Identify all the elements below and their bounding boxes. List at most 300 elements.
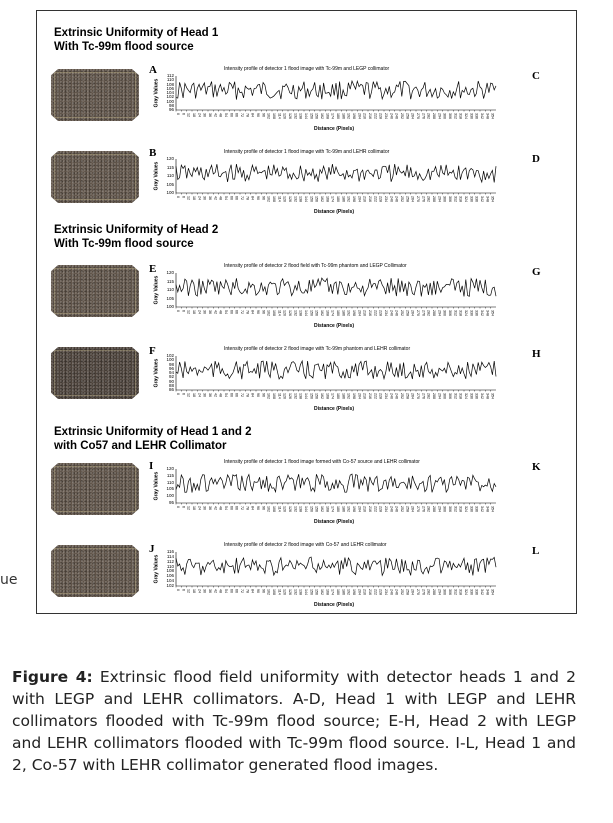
x-axis-label: Distance (Pixels) [314,323,355,329]
x-tick-label: 234 [384,196,388,202]
intensity-profile-line [176,361,496,379]
x-tick-label: 318 [458,196,463,202]
x-tick-label: 222 [373,113,378,119]
x-tick-label: 144 [304,506,308,512]
x-tick-label: 324 [464,310,468,316]
x-tick-label: 72 [240,196,244,200]
y-tick-label: 110 [166,287,174,292]
x-tick-label: 210 [362,506,367,512]
x-tick-label: 180 [336,506,340,512]
x-tick-label: 78 [245,393,250,397]
x-tick-label: 312 [453,113,458,119]
x-tick-label: 162 [320,393,324,399]
y-tick-label: 112 [166,558,174,564]
x-tick-label: 18 [192,589,196,593]
x-tick-label: 36 [208,113,212,117]
y-tick-label: 102 [166,94,174,100]
y-tick-label: 92 [168,374,174,380]
x-tick-label: 216 [368,310,372,316]
y-tick-label: 100 [166,304,174,309]
x-tick-label: 270 [416,506,420,512]
x-tick-label: 42 [213,506,218,510]
x-tick-label: 198 [352,196,356,202]
x-tick-label: 162 [320,506,324,512]
x-tick-label: 318 [458,310,463,316]
intensity-profile-plot-l [154,542,534,624]
y-tick-label: 110 [166,479,174,485]
x-tick-label: 252 [400,506,404,512]
x-tick-label: 288 [432,589,436,595]
x-tick-label: 114 [277,506,282,512]
x-tick-label: 264 [410,113,415,119]
axis-lines [176,469,496,503]
x-tick-label: 12 [186,589,191,593]
x-tick-label: 270 [416,393,420,399]
x-tick-label: 84 [250,310,255,314]
x-tick-label: 138 [298,113,303,119]
x-tick-label: 354 [490,589,495,595]
x-tick-label: 198 [352,589,356,595]
x-tick-label: 222 [373,310,378,316]
x-tick-label: 324 [464,196,468,202]
x-tick-label: 18 [192,196,196,200]
x-tick-label: 240 [389,506,394,512]
x-tick-label: 36 [208,589,212,593]
x-tick-label: 168 [325,113,330,119]
x-tick-label: 330 [469,196,474,202]
x-tick-label: 60 [229,196,234,200]
panel-letter-a: A [149,64,157,76]
x-tick-label: 282 [426,506,431,512]
figure-caption [12,666,576,776]
plot-title: Intensity profile of detector 2 flood field with Tc-99m phantom and LEGP Collimator [224,263,407,269]
x-tick-label: 114 [277,393,282,399]
x-tick-label: 138 [298,393,303,399]
section-title-line1: Extrinsic Uniformity of Head 1 and 2 [54,426,252,438]
x-tick-label: 294 [437,506,442,512]
x-tick-label: 84 [250,393,255,397]
x-tick-label: 204 [357,393,362,399]
y-tick-label: 100 [166,357,174,363]
x-tick-label: 336 [474,589,479,595]
x-tick-label: 48 [218,506,223,510]
x-tick-label: 306 [448,393,452,399]
x-tick-label: 276 [421,196,426,202]
x-tick-label: 180 [336,113,340,119]
x-tick-label: 0 [176,113,180,115]
x-tick-label: 210 [362,310,367,316]
section-title-line2: With Tc-99m flood source [54,41,194,53]
y-axis-label: Gray Values [153,554,160,584]
flood-image-i [51,463,139,515]
section-title-line2: with Co57 and LEHR Collimator [54,440,227,452]
x-tick-label: 54 [224,506,228,510]
intensity-profile-plot-d [154,149,534,231]
x-tick-label: 222 [373,196,378,202]
axis-lines [176,159,496,193]
x-tick-label: 258 [405,506,410,512]
x-tick-label: 234 [384,589,388,595]
x-tick-label: 144 [304,589,308,595]
x-tick-label: 36 [208,506,212,510]
section-title-line1: Extrinsic Uniformity of Head 1 [54,27,219,39]
x-tick-label: 246 [394,589,399,595]
x-tick-label: 336 [474,113,479,119]
x-tick-label: 342 [480,310,484,316]
y-tick-label: 110 [166,563,174,569]
x-tick-label: 48 [218,310,223,314]
x-tick-label: 216 [368,393,372,399]
x-tick-label: 78 [245,113,250,117]
x-tick-label: 90 [256,589,260,593]
x-tick-label: 192 [346,506,351,512]
y-axis-label: Gray Values [153,78,160,108]
x-tick-label: 264 [410,506,415,512]
intensity-profile-line [176,474,496,493]
x-tick-label: 18 [192,393,196,397]
x-tick-label: 54 [224,196,228,200]
y-tick-labels [154,270,174,309]
x-tick-label: 18 [192,506,196,510]
x-tick-label: 132 [293,196,298,202]
x-tick-label: 84 [250,196,255,200]
flood-image-j [51,545,139,597]
x-tick-label: 30 [202,310,207,314]
x-tick-label: 12 [186,506,191,510]
panel-letter-f: F [149,345,156,357]
y-tick-label: 105 [166,181,174,187]
x-tick-label: 306 [448,310,452,316]
x-tick-label: 294 [437,393,442,399]
y-tick-label: 100 [166,190,174,195]
x-tick-label: 198 [352,393,356,399]
x-tick-label: 174 [330,393,335,399]
x-tick-label: 126 [288,506,292,512]
x-tick-label: 174 [330,506,335,512]
x-tick-label: 42 [213,589,218,593]
y-tick-label: 115 [166,164,174,170]
plot-title: Intensity profile of detector 2 flood image with Tc-99m phantom and LEHR collimator [224,346,411,352]
x-tick-label: 228 [378,310,383,316]
x-tick-label: 42 [213,196,218,200]
x-tick-label: 180 [336,393,340,399]
x-tick-label: 330 [469,310,474,316]
x-tick-label: 108 [272,393,276,399]
x-tick-label: 60 [229,113,234,117]
x-axis-label: Distance (Pixels) [314,602,355,608]
x-tick-label: 228 [378,393,383,399]
x-tick-label: 96 [261,310,266,314]
y-tick-label: 120 [166,156,174,161]
x-tick-label: 222 [373,589,378,595]
y-tick-labels [154,353,174,392]
x-tick-label: 120 [282,113,287,119]
y-tick-labels [154,466,174,505]
x-tick-label: 354 [490,196,495,202]
x-tick-label: 60 [229,310,234,314]
x-tick-label: 48 [218,113,223,117]
x-tick-label: 192 [346,113,351,119]
x-tick-label: 66 [234,393,239,397]
x-tick-label: 72 [240,589,244,593]
x-tick-label: 186 [341,113,346,119]
x-tick-label: 354 [490,310,495,316]
x-tick-label: 90 [256,113,260,117]
x-axis-label: Distance (Pixels) [314,519,355,525]
x-tick-label: 150 [309,506,314,512]
x-tick-label: 78 [245,196,250,200]
x-tick-label: 102 [266,589,271,595]
caption-label: Figure 4: [12,668,93,686]
y-tick-label: 110 [166,173,174,178]
x-tick-label: 288 [432,393,436,399]
x-tick-label: 306 [448,589,452,595]
x-tick-label: 108 [272,113,276,119]
x-tick-label: 324 [464,113,468,119]
x-tick-label: 96 [261,589,266,593]
x-tick-label: 108 [272,196,276,202]
x-tick-label: 306 [448,506,452,512]
panel-letter-g: G [532,266,541,278]
x-axis-label: Distance (Pixels) [314,406,355,412]
y-tick-label: 95 [168,500,174,505]
x-tick-label: 336 [474,310,479,316]
x-tick-label: 6 [181,113,186,115]
x-tick-label: 72 [240,506,244,510]
x-tick-label: 90 [256,506,260,510]
x-tick-label: 132 [293,310,298,316]
x-tick-label: 252 [400,589,404,595]
x-tick-label: 246 [394,393,399,399]
x-tick-label: 258 [405,393,410,399]
x-tick-label: 342 [480,113,484,119]
x-tick-label: 120 [282,393,287,399]
intensity-profile-plot-k [154,459,534,541]
x-tick-label: 210 [362,196,367,202]
y-tick-labels [154,549,174,588]
x-tick-label: 198 [352,506,356,512]
x-tick-label: 126 [288,113,292,119]
x-tick-label: 288 [432,506,436,512]
x-tick-label: 300 [442,506,447,512]
intensity-profile-plot-c [154,66,534,148]
x-tick-label: 222 [373,506,378,512]
x-tick-label: 294 [437,310,442,316]
x-tick-label: 156 [314,589,319,595]
x-tick-label: 6 [181,310,186,312]
plot-title: Intensity profile of detector 1 flood image with Tc-99m and LEHR collimator [224,149,390,155]
x-tick-label: 36 [208,310,212,314]
x-tick-label: 0 [176,196,180,198]
x-tick-label: 18 [192,113,196,117]
x-tick-label: 312 [453,310,458,316]
x-tick-label: 228 [378,113,383,119]
x-tick-label: 264 [410,393,415,399]
x-tick-label: 258 [405,113,410,119]
x-tick-label: 252 [400,310,404,316]
y-axis-label: Gray Values [153,358,160,388]
x-tick-label: 192 [346,393,351,399]
y-tick-label: 110 [166,77,174,83]
x-tick-label: 24 [197,506,202,510]
x-tick-label: 156 [314,393,319,399]
y-tick-label: 115 [166,472,174,478]
x-tick-label: 84 [250,113,255,117]
panel-letter-i: I [149,460,154,472]
flood-image-e [51,265,139,317]
x-tick-label: 348 [485,196,490,202]
x-tick-label: 270 [416,113,420,119]
y-tick-label: 112 [166,73,174,78]
x-tick-label: 216 [368,589,372,595]
x-tick-label: 342 [480,196,484,202]
y-tick-label: 100 [166,98,174,104]
x-tick-label: 120 [282,196,287,202]
x-tick-label: 54 [224,310,228,314]
x-tick-label: 240 [389,196,394,202]
x-tick-label: 264 [410,196,415,202]
y-axis-label: Gray Values [153,275,160,305]
x-tick-label: 234 [384,113,388,119]
x-tick-label: 78 [245,506,250,510]
y-tick-label: 105 [166,486,174,492]
x-tick-label: 114 [277,589,282,595]
x-tick-label: 336 [474,506,479,512]
x-tick-label: 114 [277,196,282,202]
x-tick-label: 156 [314,506,319,512]
x-tick-label: 108 [272,589,276,595]
x-tick-label: 36 [208,196,212,200]
x-tick-label: 348 [485,589,490,595]
x-tick-label: 6 [181,196,186,198]
x-tick-label: 156 [314,310,319,316]
y-tick-label: 115 [166,278,174,284]
x-tick-label: 0 [176,310,180,312]
x-tick-label: 42 [213,113,218,117]
y-tick-label: 116 [166,549,174,554]
x-tick-label: 318 [458,506,463,512]
x-tick-label: 150 [309,196,314,202]
x-tick-label: 72 [240,393,244,397]
x-tick-label: 12 [186,113,191,117]
x-tick-label: 318 [458,589,463,595]
x-tick-label: 252 [400,196,404,202]
axis-lines [176,552,496,586]
x-tick-label: 324 [464,393,468,399]
x-tick-label: 132 [293,113,298,119]
x-tick-label: 258 [405,310,410,316]
x-tick-label: 342 [480,393,484,399]
x-tick-label: 216 [368,113,372,119]
x-tick-label: 240 [389,393,394,399]
x-tick-label: 318 [458,113,463,119]
x-axis-label: Distance (Pixels) [314,126,355,132]
x-tick-label: 294 [437,196,442,202]
x-tick-label: 162 [320,196,324,202]
x-tick-label: 282 [426,196,431,202]
plot-title: Intensity profile of detector 1 flood image with Tc-99m and LEGP collimator [224,66,390,72]
x-tick-label: 312 [453,506,458,512]
x-tick-label: 24 [197,310,202,314]
x-tick-label: 36 [208,393,212,397]
y-tick-label: 105 [166,295,174,301]
x-tick-label: 174 [330,310,335,316]
x-tick-label: 132 [293,589,298,595]
x-tick-label: 312 [453,589,458,595]
x-tick-label: 132 [293,393,298,399]
y-tick-label: 120 [166,270,174,275]
x-tick-label: 102 [266,310,271,316]
x-tick-label: 54 [224,113,228,117]
x-tick-label: 144 [304,393,308,399]
section-title-line1: Extrinsic Uniformity of Head 2 [54,224,219,236]
x-tick-label: 24 [197,393,202,397]
x-tick-label: 324 [464,589,468,595]
x-tick-label: 186 [341,589,346,595]
x-tick-label: 228 [378,589,383,595]
x-tick-label: 168 [325,310,330,316]
x-tick-label: 102 [266,196,271,202]
x-tick-label: 0 [176,393,180,395]
x-tick-label: 48 [218,589,223,593]
x-tick-label: 276 [421,589,426,595]
x-tick-label: 312 [453,196,458,202]
x-tick-label: 204 [357,589,362,595]
x-tick-label: 300 [442,589,447,595]
x-tick-label: 168 [325,196,330,202]
x-tick-label: 120 [282,310,287,316]
x-tick-label: 264 [410,589,415,595]
x-tick-label: 156 [314,113,319,119]
x-tick-label: 324 [464,506,468,512]
x-tick-label: 234 [384,506,388,512]
x-tick-label: 306 [448,196,452,202]
x-tick-label: 150 [309,113,314,119]
x-tick-label: 294 [437,589,442,595]
x-tick-label: 210 [362,589,367,595]
x-tick-label: 126 [288,196,292,202]
x-tick-label: 66 [234,589,239,593]
x-tick-label: 90 [256,393,260,397]
x-tick-label: 246 [394,310,399,316]
x-tick-label: 6 [181,506,186,508]
x-tick-label: 72 [240,113,244,117]
x-tick-label: 270 [416,310,420,316]
x-tick-label: 6 [181,589,186,591]
x-tick-label: 258 [405,589,410,595]
y-tick-label: 98 [168,361,174,367]
y-tick-label: 102 [166,353,174,358]
x-tick-label: 108 [272,310,276,316]
x-tick-label: 300 [442,310,447,316]
x-tick-label: 204 [357,310,362,316]
x-tick-label: 144 [304,310,308,316]
x-tick-label: 276 [421,393,426,399]
x-tick-label: 102 [266,506,271,512]
x-tick-label: 96 [261,113,266,117]
x-tick-label: 174 [330,196,335,202]
x-tick-label: 96 [261,506,266,510]
x-tick-label: 336 [474,393,479,399]
x-tick-label: 12 [186,196,191,200]
x-tick-label: 186 [341,393,346,399]
panel-letter-j: J [149,543,155,555]
x-tick-label: 42 [213,393,218,397]
x-tick-label: 354 [490,393,495,399]
x-tick-label: 78 [245,310,250,314]
x-tick-label: 60 [229,506,234,510]
x-tick-label: 144 [304,113,308,119]
